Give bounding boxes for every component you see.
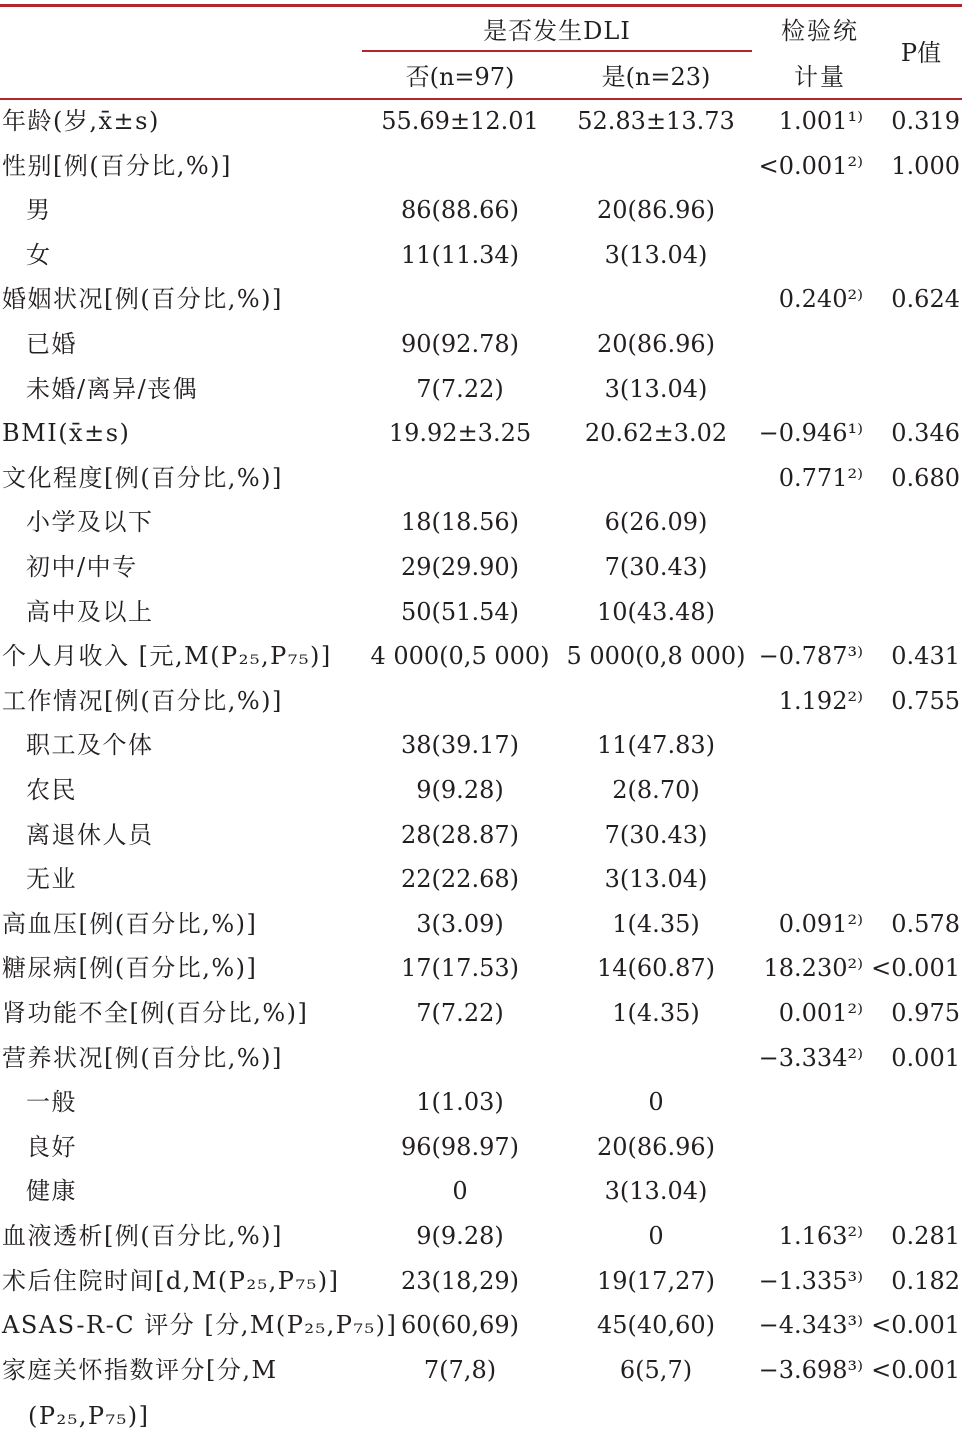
- cell-no-dli: 90(92.78): [401, 330, 519, 358]
- cell-statistic: 1.001¹⁾: [778, 107, 863, 135]
- table-row: [0, 456, 966, 501]
- column-header-statistic-line2: 计量: [794, 63, 846, 91]
- cell-yes-dli: 45(40,60): [597, 1311, 715, 1340]
- row-label: 健康: [26, 1177, 77, 1206]
- cell-p-value: 0.182: [891, 1266, 960, 1295]
- cell-p-value: 0.001: [891, 1043, 960, 1072]
- table-row: [0, 188, 966, 233]
- cell-no-dli: 96(98.97): [401, 1132, 519, 1161]
- table-row: [0, 1036, 966, 1081]
- cell-p-value: <0.001: [871, 954, 960, 983]
- cell-no-dli: 60(60,69): [401, 1311, 519, 1340]
- cell-statistic: 0.091²⁾: [778, 909, 863, 938]
- row-label: 性别[例(百分比,%)]: [2, 151, 232, 180]
- table-row: [0, 902, 966, 947]
- cell-p-value: 0.975: [891, 999, 960, 1027]
- cell-statistic: 0.771²⁾: [778, 463, 863, 492]
- row-label: BMI(x̄±s): [2, 419, 131, 448]
- cell-no-dli: 22(22.68): [401, 865, 519, 894]
- cell-no-dli: 9(9.28): [416, 1222, 504, 1250]
- row-label: 未婚/离异/丧偶: [26, 374, 199, 403]
- cell-statistic: 18.230²⁾: [763, 954, 863, 983]
- cell-yes-dli: 0: [648, 1222, 664, 1250]
- cell-no-dli: 17(17.53): [401, 954, 519, 983]
- cell-p-value: <0.001: [871, 1311, 960, 1340]
- row-label: 无业: [26, 865, 77, 894]
- cell-yes-dli: 14(60.87): [597, 954, 715, 983]
- table-row: [0, 813, 966, 858]
- cell-p-value: 0.431: [891, 642, 960, 671]
- row-label: 高血压[例(百分比,%)]: [2, 909, 258, 938]
- row-label: 初中/中专: [26, 553, 138, 581]
- table-row: [0, 500, 966, 545]
- cell-yes-dli: 3(13.04): [604, 1177, 708, 1206]
- column-header-no: 否(n=97): [405, 63, 515, 91]
- row-label: 小学及以下: [26, 508, 154, 537]
- cell-statistic: 1.163²⁾: [778, 1222, 863, 1250]
- cell-statistic: −4.343³⁾: [758, 1311, 863, 1340]
- cell-statistic: −1.335³⁾: [758, 1266, 863, 1295]
- cell-no-dli: 18(18.56): [401, 508, 519, 537]
- cell-p-value: 0.755: [891, 686, 960, 715]
- table-row: [0, 367, 966, 412]
- cell-yes-dli: 0: [648, 1088, 664, 1117]
- table-row: [0, 857, 966, 902]
- cell-yes-dli: 2(8.70): [612, 776, 700, 804]
- row-label: ASAS-R-C 评分 [分,M(P₂₅,P₇₅)]: [2, 1311, 398, 1340]
- cell-no-dli: 0: [452, 1177, 468, 1206]
- row-label-continuation: (P₂₅,P₇₅)]: [28, 1402, 150, 1430]
- table-row: [0, 1259, 966, 1304]
- column-header-p-value: P值: [900, 39, 942, 67]
- row-label: 高中及以上: [26, 597, 154, 626]
- cell-statistic: −0.787³⁾: [758, 642, 863, 671]
- row-label: 婚姻状况[例(百分比,%)]: [2, 285, 283, 314]
- group-header-rule: [362, 50, 752, 52]
- cell-p-value: <0.001: [871, 1355, 960, 1384]
- table-row: [0, 1169, 966, 1214]
- table-row: [0, 411, 966, 456]
- table-row: [0, 277, 966, 322]
- cell-p-value: 0.281: [891, 1222, 960, 1250]
- cell-p-value: 0.578: [891, 909, 960, 938]
- table-row: [0, 1080, 966, 1125]
- table-row: [0, 1348, 966, 1393]
- cell-yes-dli: 11(47.83): [597, 731, 715, 760]
- table-row: [0, 590, 966, 635]
- table-top-rule: [0, 4, 962, 7]
- cell-no-dli: 11(11.34): [401, 240, 519, 269]
- table-row: [0, 144, 966, 189]
- cell-yes-dli: 1(4.35): [612, 909, 700, 938]
- row-label: 营养状况[例(百分比,%)]: [2, 1043, 283, 1072]
- cell-no-dli: 29(29.90): [401, 553, 519, 581]
- row-label: 文化程度[例(百分比,%)]: [2, 463, 283, 492]
- column-header-yes: 是(n=23): [601, 63, 711, 91]
- table-row: [0, 1303, 966, 1348]
- cell-yes-dli: 20(86.96): [597, 330, 715, 358]
- table-row: [0, 634, 966, 679]
- cell-no-dli: 86(88.66): [401, 196, 519, 225]
- row-label: 术后住院时间[d,M(P₂₅,P₇₅)]: [2, 1266, 340, 1295]
- cell-no-dli: 9(9.28): [416, 776, 504, 804]
- cell-yes-dli: 3(13.04): [604, 374, 708, 403]
- row-label: 男: [26, 196, 52, 225]
- row-label: 年龄(岁,x̄±s): [2, 107, 160, 135]
- cell-statistic: −0.946¹⁾: [758, 419, 863, 448]
- cell-statistic: 0.001²⁾: [778, 999, 863, 1027]
- cell-yes-dli: 5 000(0,8 000): [566, 642, 746, 671]
- row-label: 血液透析[例(百分比,%)]: [2, 1222, 283, 1250]
- cell-no-dli: 23(18,29): [401, 1266, 519, 1295]
- column-header-statistic-line1: 检验统: [781, 17, 859, 45]
- row-label: 良好: [26, 1132, 77, 1161]
- cell-yes-dli: 52.83±13.73: [577, 107, 735, 135]
- row-label: 一般: [26, 1088, 77, 1117]
- row-label: 工作情况[例(百分比,%)]: [2, 686, 283, 715]
- table-row: [0, 322, 966, 367]
- table-row: [0, 991, 966, 1036]
- row-label: 已婚: [26, 330, 77, 358]
- row-label: 家庭关怀指数评分[分,M: [2, 1355, 278, 1384]
- cell-yes-dli: 20(86.96): [597, 196, 715, 225]
- cell-no-dli: 50(51.54): [401, 597, 519, 626]
- cell-no-dli: 7(7.22): [416, 999, 504, 1027]
- cell-p-value: 0.346: [891, 419, 960, 448]
- table-row: [0, 1214, 966, 1259]
- cell-yes-dli: 7(30.43): [604, 553, 708, 581]
- table-row: [0, 99, 966, 144]
- row-label: 糖尿病[例(百分比,%)]: [2, 954, 258, 983]
- cell-statistic: <0.001²⁾: [758, 151, 863, 180]
- cell-p-value: 0.624: [891, 285, 960, 314]
- cell-no-dli: 38(39.17): [401, 731, 519, 760]
- group-header: 是否发生DLI: [483, 17, 631, 45]
- cell-p-value: 0.319: [891, 107, 960, 135]
- cell-statistic: 0.240²⁾: [778, 285, 863, 314]
- cell-no-dli: 55.69±12.01: [381, 107, 539, 135]
- cell-yes-dli: 1(4.35): [612, 999, 700, 1027]
- cell-yes-dli: 20.62±3.02: [584, 419, 728, 448]
- cell-yes-dli: 6(26.09): [604, 508, 708, 537]
- table-row: [0, 679, 966, 724]
- row-label: 个人月收入 [元,M(P₂₅,P₇₅)]: [2, 642, 332, 671]
- cell-yes-dli: 3(13.04): [604, 240, 708, 269]
- cell-yes-dli: 19(17,27): [597, 1266, 715, 1295]
- cell-yes-dli: 3(13.04): [604, 865, 708, 894]
- cell-yes-dli: 7(30.43): [604, 820, 708, 849]
- cell-yes-dli: 6(5,7): [619, 1355, 693, 1384]
- table-row: [0, 723, 966, 768]
- table-row: [0, 946, 966, 991]
- cell-no-dli: 7(7.22): [416, 374, 504, 403]
- cell-no-dli: 28(28.87): [401, 820, 519, 849]
- cell-no-dli: 3(3.09): [416, 909, 504, 938]
- row-label: 女: [26, 240, 52, 269]
- row-label: 肾功能不全[例(百分比,%)]: [2, 999, 309, 1027]
- cell-no-dli: 19.92±3.25: [388, 419, 532, 448]
- table-row: [0, 1125, 966, 1170]
- cell-statistic: −3.698³⁾: [758, 1355, 863, 1384]
- cell-yes-dli: 20(86.96): [597, 1132, 715, 1161]
- table-row: [0, 233, 966, 278]
- cell-no-dli: 7(7,8): [423, 1355, 497, 1384]
- cell-p-value: 1.000: [891, 151, 960, 180]
- cell-no-dli: 4 000(0,5 000): [370, 642, 550, 671]
- cell-statistic: 1.192²⁾: [778, 686, 863, 715]
- row-label: 职工及个体: [26, 731, 154, 760]
- row-label: 农民: [26, 776, 77, 804]
- table-row: [0, 768, 966, 813]
- table-row: [0, 545, 966, 590]
- cell-p-value: 0.680: [891, 463, 960, 492]
- row-label: 离退休人员: [26, 820, 154, 849]
- cell-statistic: −3.334²⁾: [758, 1043, 863, 1072]
- cell-yes-dli: 10(43.48): [597, 597, 715, 626]
- cell-no-dli: 1(1.03): [416, 1088, 504, 1117]
